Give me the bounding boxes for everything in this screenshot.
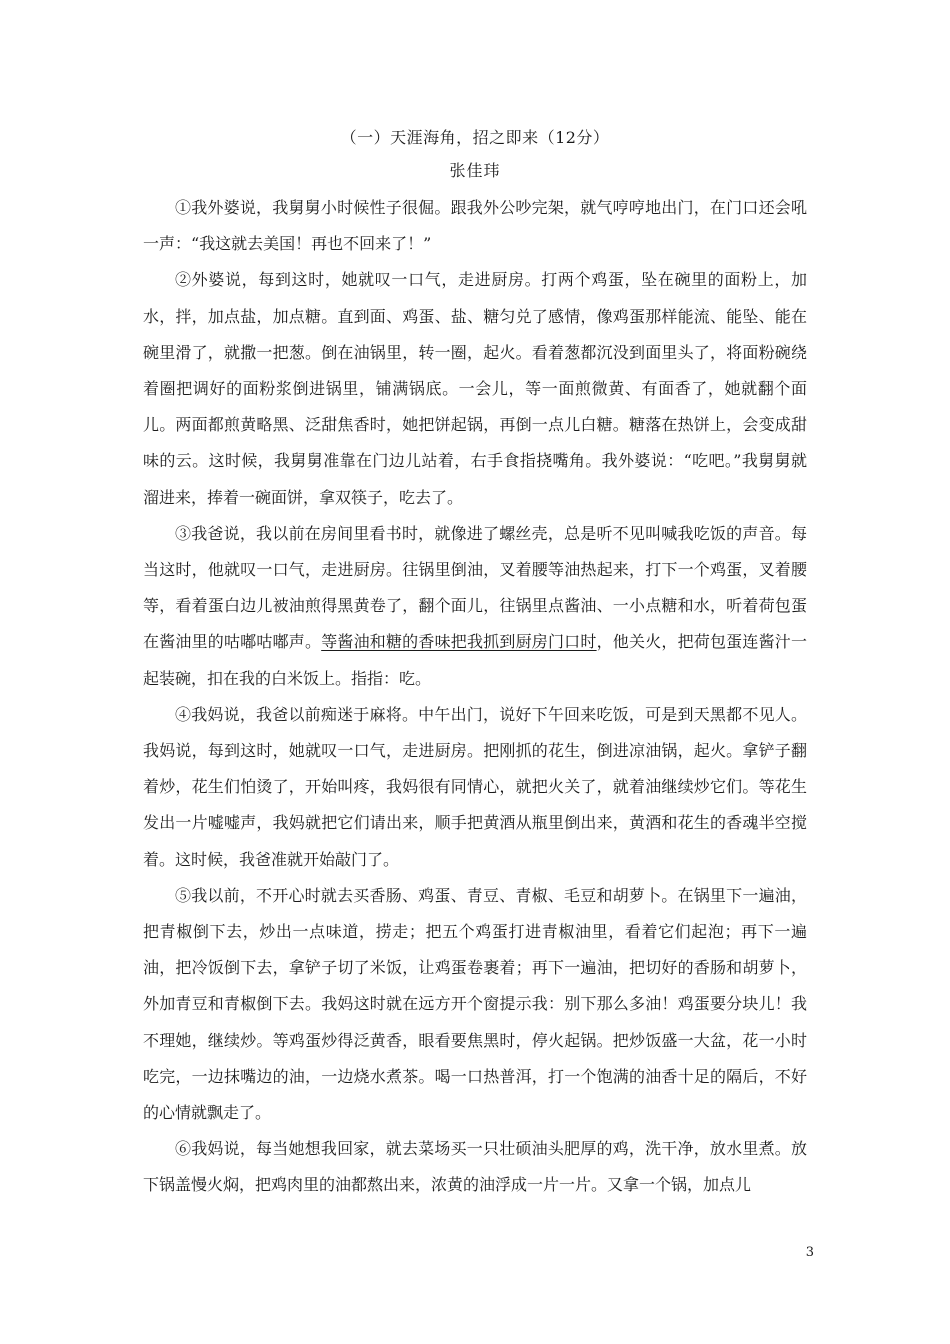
paragraph-text: ⑤我以前，不开心时就去买香肠、鸡蛋、青豆、青椒、毛豆和胡萝卜。在锅里下一遍油，把青椒倒下去，炒出一点味道，捞走；把五个鸡蛋打进青椒油里，看着它们起泡；再下一遍油，把冷饭倒下去，拿铲子切了米饭，让鸡蛋卷裹着；再下一遍油，把切好的香肠和胡萝卜，外加青豆和青椒倒下去。我妈这时就在远方开个窗提示我：别下那么多油！鸡蛋要分块儿！我不理她，继续炒。等鸡蛋炒得泛黄香，眼看要焦黑时，停火起锅。把炒饭盛一大盆，花一小时吃完，一边抹嘴边的油，一边烧水煮茶。喝一口热普洱，打一个饱满的油香十足的隔后，不好的心情就飘走了。 — [143, 885, 807, 1123]
section-title: （一）天涯海角，招之即来（12分） — [340, 128, 610, 147]
paragraph-text: ④我妈说，我爸以前痴迷于麻将。中午出门，说好下午回来吃饭，可是到天黑都不见人。我妈说，每到这时，她就叹一口气，走进厨房。把刚抓的花生，倒进凉油锅，起火。拿铲子翻着炒，花生们怕烫了，开始叫疼，我妈很有同情心，就把火关了，就着油继续炒它们。等花生发出一片嘘嘘声，我妈就把它们请出来，顺手把黄酒从瓶里倒出来，黄酒和花生的香魂半空搅着。这时候，我爸准就开始敲门了。 — [143, 704, 807, 869]
paragraph-2 — [143, 262, 807, 515]
paragraph-3 — [143, 516, 807, 697]
paragraph-text: ③我爸说，我以前在房间里看书时，就像进了螺丝壳，总是听不见叫喊我吃饭的声音。每当这时，他就叹一口气，走进厨房。往锅里倒油，叉着腰等油热起来，打下一个鸡蛋，叉着腰等，看着蛋白边儿被油煎得黑黄卷了，翻个面儿，往锅里点酱油、一小点糖和水，听着荷包蛋在酱油里的咕嘟咕嘟声。 — [143, 523, 807, 652]
paragraph-1 — [143, 190, 807, 262]
paragraph-text: ，他关火，把荷包蛋连酱汁一起装碗，扣在我的白米饭上。指指：吃。 — [143, 632, 807, 688]
author-name: 张佳玮 — [449, 161, 501, 180]
paragraph-text: ①我外婆说，我舅舅小时候性子很倔。跟我外公吵完架，就气哼哼地出门，在门口还会吼一声：“我这就去美国！再也不回来了！” — [143, 198, 807, 254]
paragraph-4 — [143, 697, 807, 878]
paragraph-5 — [143, 878, 807, 1131]
paragraph-text: ⑥我妈说，每当她想我回家，就去菜场买一只壮硕油头肥厚的鸡，洗干净，放水里煮。放下锅盖慢火焖，把鸡肉里的油都熬出来，浓黄的油浮成一片一片。又拿一个锅，加点儿 — [143, 1139, 807, 1195]
underlined-sentence: 等酱油和糖的香味把我抓到厨房门口时 — [321, 632, 597, 652]
paragraph-text: ②外婆说，每到这时，她就叹一口气，走进厨房。打两个鸡蛋，坠在碗里的面粉上，加水，拌，加点盐，加点糖。直到面、鸡蛋、盐、糖匀兑了感情，像鸡蛋那样能流、能坠、能在碗里滑了，就撒一把葱。倒在油锅里，转一圈，起火。看着葱都沉没到面里头了，将面粉碗绕着圈把调好的面粉浆倒进锅里，铺满锅底。一会儿，等一面煎微黄、有面香了，她就翻个面儿。两面都煎黄略黑、泛甜焦香时，她把饼起锅，再倒一点儿白糖。糖落在热饼上，会变成甜味的云。这时候，我舅舅准靠在门边儿站着，右手食指挠嘴角。我外婆说：“吃吧。”我舅舅就溜进来，捧着一碗面饼，拿双筷子，吃去了。 — [143, 270, 807, 507]
article-body — [143, 190, 807, 1204]
paragraph-6 — [143, 1131, 807, 1203]
page-number: 3 — [805, 1245, 814, 1260]
